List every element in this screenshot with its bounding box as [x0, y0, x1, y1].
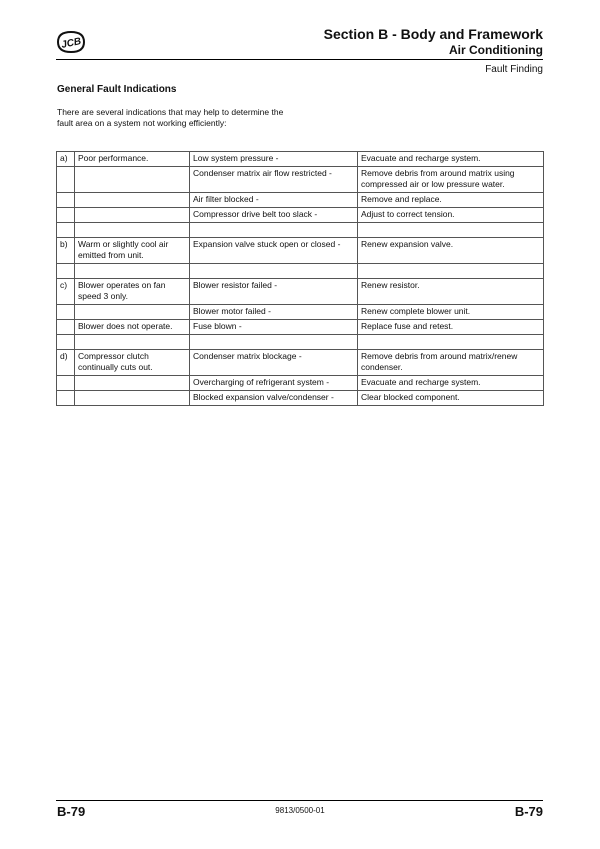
- table-row: [57, 208, 544, 223]
- cause-cell: Compressor drive belt too slack -: [190, 208, 358, 223]
- row-id-cell: [57, 208, 75, 223]
- symptom-cell: [75, 208, 190, 223]
- remedy-cell: [358, 335, 544, 350]
- row-id-cell: [57, 335, 75, 350]
- table-row: [57, 376, 544, 391]
- remedy-cell: Adjust to correct tension.: [358, 208, 544, 223]
- row-id-cell: [57, 264, 75, 279]
- page-heading: General Fault Indications: [57, 84, 177, 95]
- section-subtitle: Air Conditioning: [449, 43, 543, 57]
- table-spacer-row: [57, 264, 544, 279]
- remedy-cell: Renew complete blower unit.: [358, 305, 544, 320]
- intro-paragraph: There are several indications that may help to determine the fault area on a system not working efficiently:: [57, 107, 284, 128]
- symptom-cell: [75, 223, 190, 238]
- row-id-cell: [57, 376, 75, 391]
- symptom-cell: Blower operates on fan speed 3 only.: [75, 279, 190, 305]
- remedy-cell: Remove debris from around matrix using compressed air or low pressure water.: [358, 167, 544, 193]
- cause-cell: Overcharging of refrigerant system -: [190, 376, 358, 391]
- row-id-cell: b): [57, 238, 75, 264]
- row-id-cell: [57, 320, 75, 335]
- cause-cell: Blocked expansion valve/condenser -: [190, 391, 358, 406]
- row-id-cell: d): [57, 350, 75, 376]
- symptom-cell: Compressor clutch continually cuts out.: [75, 350, 190, 376]
- cause-cell: Expansion valve stuck open or closed -: [190, 238, 358, 264]
- table-row: [57, 193, 544, 208]
- table-row: [57, 238, 544, 264]
- jcb-logo-icon: [56, 30, 86, 54]
- symptom-cell: [75, 305, 190, 320]
- header-divider: [56, 59, 543, 60]
- cause-cell: Low system pressure -: [190, 152, 358, 167]
- row-id-cell: [57, 167, 75, 193]
- table-row: [57, 391, 544, 406]
- cause-cell: [190, 223, 358, 238]
- table-row: [57, 279, 544, 305]
- cause-cell: [190, 335, 358, 350]
- cause-cell: [190, 264, 358, 279]
- fault-table: [56, 151, 544, 406]
- cause-cell: Blower motor failed -: [190, 305, 358, 320]
- section-title: Section B - Body and Framework: [323, 26, 543, 42]
- row-id-cell: [57, 193, 75, 208]
- symptom-cell: Blower does not operate.: [75, 320, 190, 335]
- symptom-cell: [75, 391, 190, 406]
- row-id-cell: [57, 223, 75, 238]
- symptom-cell: [75, 335, 190, 350]
- remedy-cell: Evacuate and recharge system.: [358, 152, 544, 167]
- symptom-cell: [75, 376, 190, 391]
- footer-divider: [56, 800, 543, 801]
- row-id-cell: c): [57, 279, 75, 305]
- remedy-cell: Evacuate and recharge system.: [358, 376, 544, 391]
- remedy-cell: Replace fuse and retest.: [358, 320, 544, 335]
- cause-cell: Condenser matrix air flow restricted -: [190, 167, 358, 193]
- row-id-cell: [57, 391, 75, 406]
- jcb-logo: [56, 30, 86, 54]
- symptom-cell: [75, 193, 190, 208]
- table-row: [57, 350, 544, 376]
- cause-cell: Air filter blocked -: [190, 193, 358, 208]
- table-spacer-row: [57, 223, 544, 238]
- table-row: [57, 320, 544, 335]
- remedy-cell: Renew expansion valve.: [358, 238, 544, 264]
- document-number: 9813/0500-01: [275, 806, 325, 815]
- remedy-cell: Clear blocked component.: [358, 391, 544, 406]
- section-topic: Fault Finding: [485, 64, 543, 75]
- cause-cell: Fuse blown -: [190, 320, 358, 335]
- symptom-cell: Poor performance.: [75, 152, 190, 167]
- cause-cell: Blower resistor failed -: [190, 279, 358, 305]
- row-id-cell: a): [57, 152, 75, 167]
- table-spacer-row: [57, 335, 544, 350]
- remedy-cell: Remove and replace.: [358, 193, 544, 208]
- row-id-cell: [57, 305, 75, 320]
- table-row: [57, 305, 544, 320]
- symptom-cell: Warm or slightly cool air emitted from unit.: [75, 238, 190, 264]
- svg-text:JCB: JCB: [60, 36, 83, 51]
- fault-table-body: [57, 152, 544, 406]
- table-row: [57, 167, 544, 193]
- page-number-left: B-79: [57, 804, 86, 819]
- table-row: [57, 152, 544, 167]
- remedy-cell: [358, 264, 544, 279]
- page-number-right: B-79: [514, 804, 543, 819]
- cause-cell: Condenser matrix blockage -: [190, 350, 358, 376]
- remedy-cell: [358, 223, 544, 238]
- symptom-cell: [75, 264, 190, 279]
- remedy-cell: Renew resistor.: [358, 279, 544, 305]
- symptom-cell: [75, 167, 190, 193]
- remedy-cell: Remove debris from around matrix/renew condenser.: [358, 350, 544, 376]
